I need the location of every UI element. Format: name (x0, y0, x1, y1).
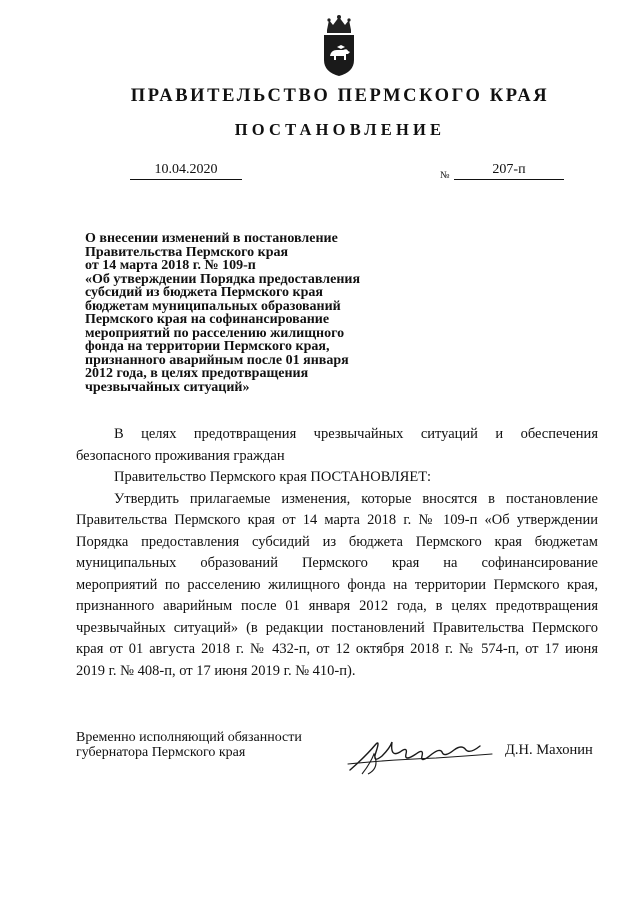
body-line: чрезвычайных ситуаций» (в редакции постановлений Правительства Пермского (76, 619, 598, 636)
position-line: губернатора Пермского края (76, 745, 246, 760)
subject-line: мероприятий по расселению жилищного (85, 325, 345, 341)
subject-line: от 14 марта 2018 г. № 109-п (85, 258, 256, 273)
body-line: Правительства Пермского края от 14 марта 2018 г. № 109-п «Об утверждении (76, 512, 598, 528)
body-line: мероприятий по расселению жилищного фонда на территории Пермского края, (76, 576, 598, 593)
position-line: Временно исполняющий обязанности (76, 730, 302, 745)
body-line: Утвердить прилагаемые изменения, которые вносятся в постановление (114, 490, 598, 507)
body-line: В целях предотвращения чрезвычайных ситуаций и обеспечения (114, 426, 598, 442)
subject-line: Пермского края на софинансирование (85, 312, 330, 327)
signatory-position (76, 730, 302, 760)
subject-line: «Об утверждении Порядка предоставления (85, 271, 361, 287)
subject-line: О внесении изменений в постановление (85, 231, 338, 246)
subject-line: Правительства Пермского края (85, 244, 289, 260)
number-sign: № (440, 170, 450, 181)
subject-line: бюджетам муниципальных образований (85, 298, 341, 314)
subject-line: чрезвычайных ситуаций» (85, 379, 250, 395)
body-line: 2019 г. № 408-п, от 17 июня 2019 г. № 410-п). (76, 662, 356, 679)
document-body (76, 424, 598, 682)
document-subject (85, 232, 425, 394)
subject-line: субсидий из бюджета Пермского края (85, 285, 323, 300)
document-date: 10.04.2020 (130, 162, 242, 180)
body-line: муниципальных образований Пермского края на софинансирование (76, 555, 598, 571)
document-number: 207-п (454, 162, 564, 180)
body-line: признанного аварийным после 01 января 2012 года, в целях предотвращения (76, 598, 598, 614)
body-line: края от 01 августа 2018 г. № 432-п, от 12 октября 2018 г. № 574-п, от 17 июня (76, 641, 598, 657)
body-line: Порядка предоставления субсидий из бюджета Пермского края бюджетам (76, 533, 598, 550)
handwritten-signature (346, 734, 496, 778)
perm-krai-coat-of-arms-icon (319, 14, 359, 78)
document-type: ПОСТАНОВЛЕНИЕ (234, 120, 446, 139)
subject-line: 2012 года, в целях предотвращения (85, 366, 309, 381)
subject-line: фонда на территории Пермского края, (85, 339, 330, 354)
body-line: безопасного проживания граждан (76, 447, 285, 464)
body-line: Правительство Пермского края ПОСТАНОВЛЯЕТ: (114, 469, 432, 485)
government-title: ПРАВИТЕЛЬСТВО ПЕРМСКОГО КРАЯ (130, 86, 550, 106)
subject-line: признанного аварийным после 01 января (85, 352, 349, 368)
signatory-name: Д.Н. Махонин (505, 742, 593, 758)
